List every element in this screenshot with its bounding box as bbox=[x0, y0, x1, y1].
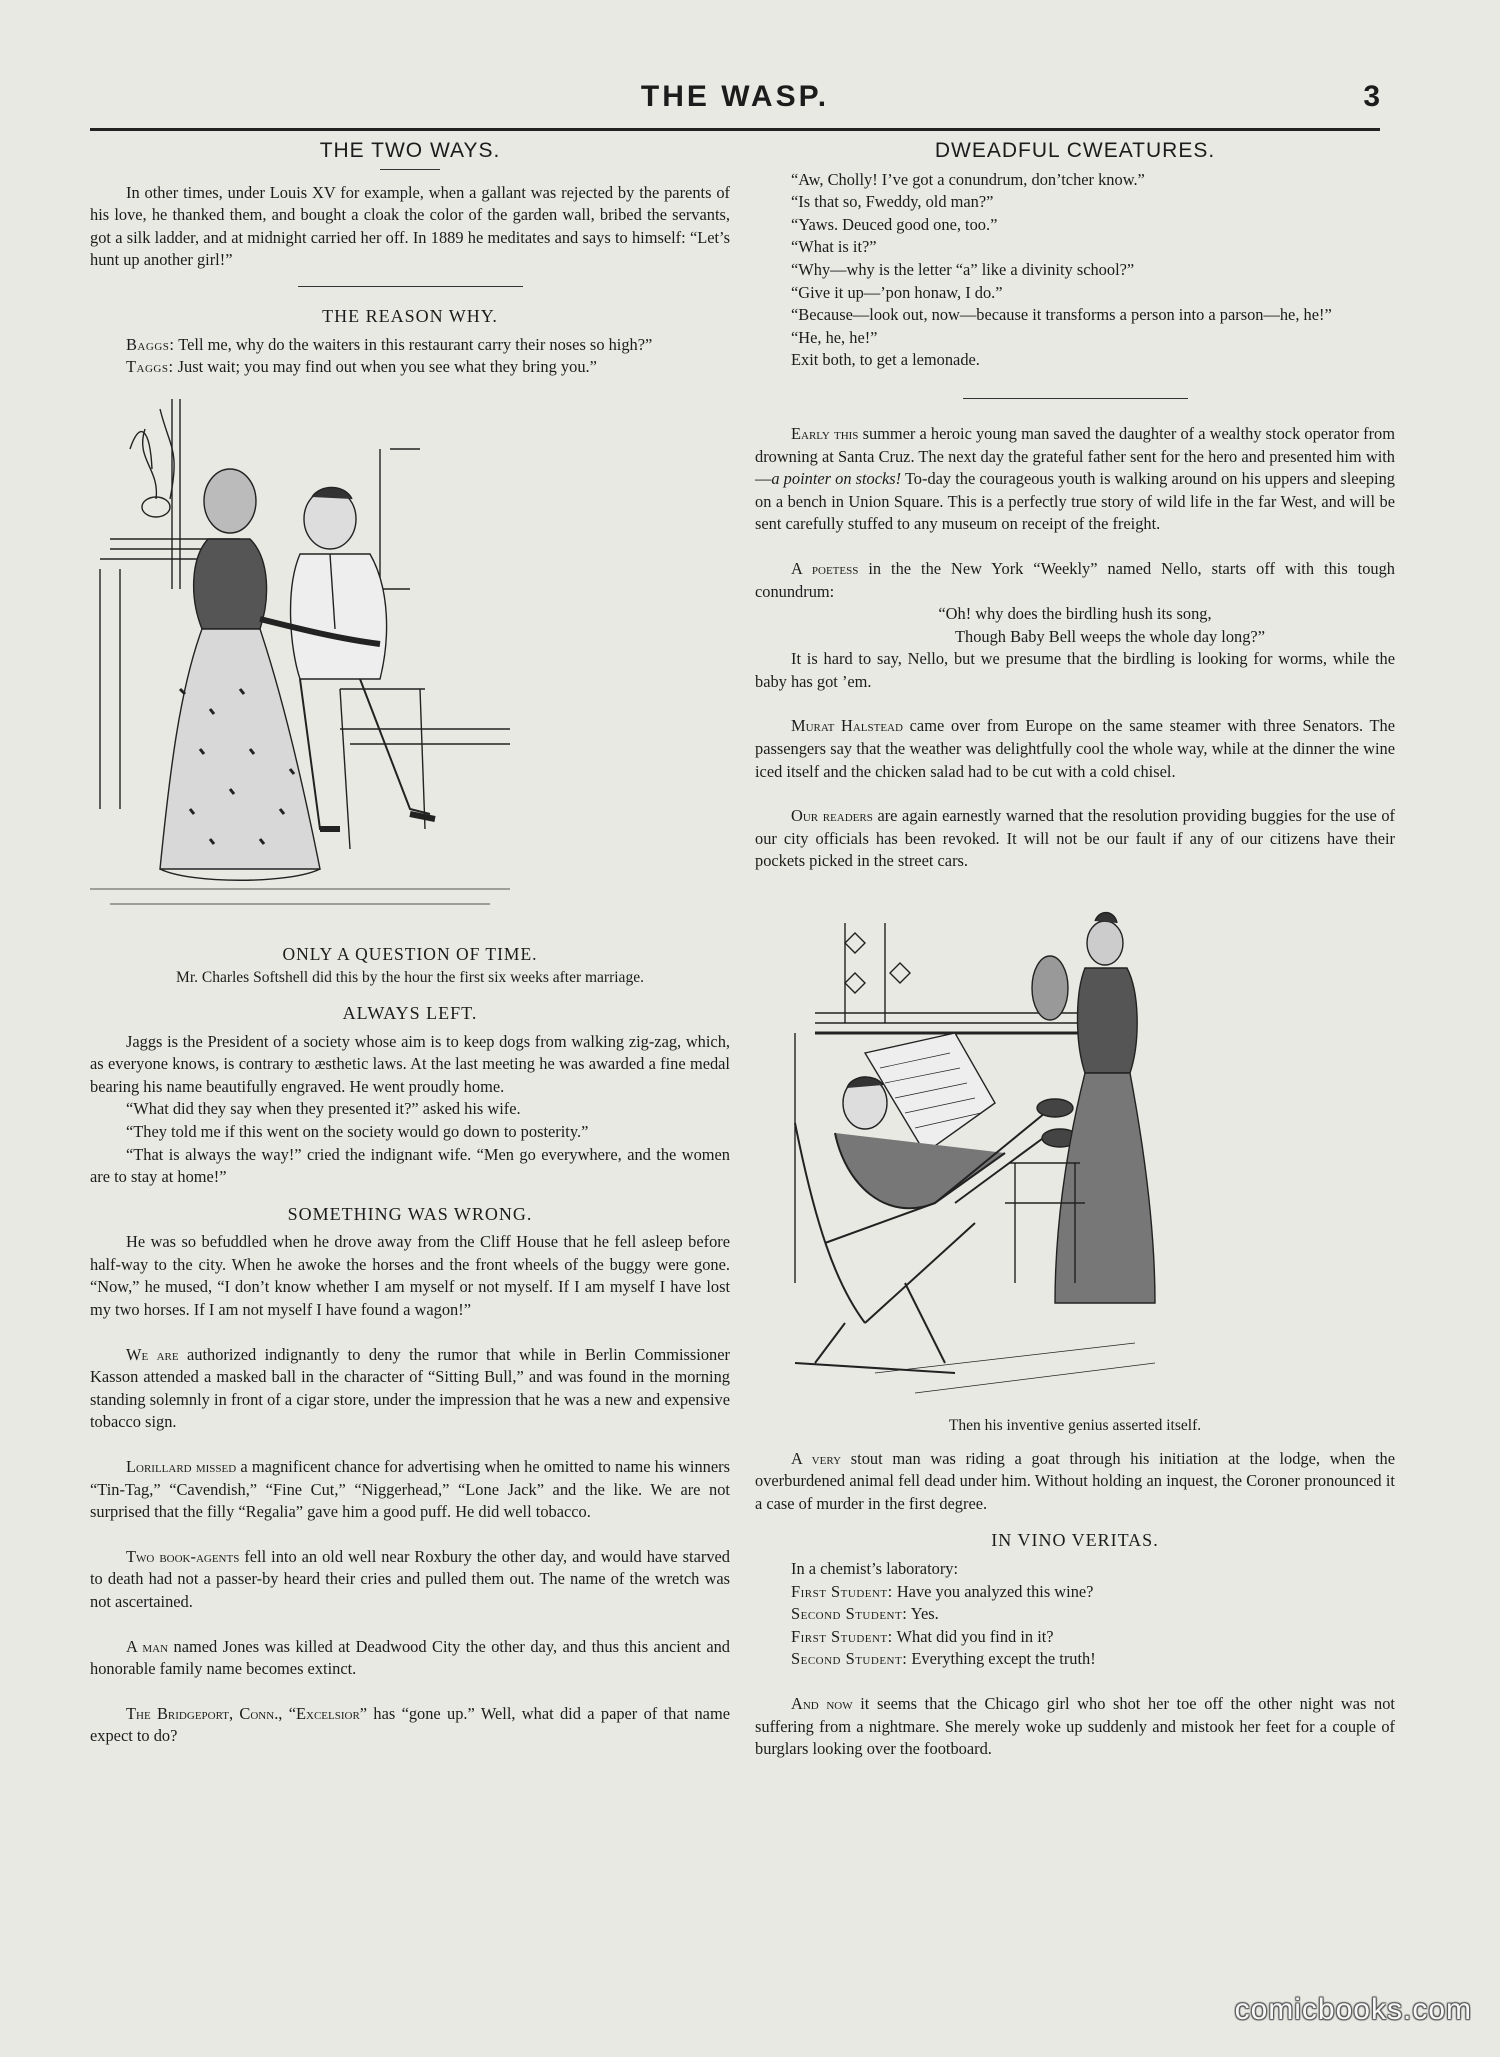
dialogue-line bbox=[90, 334, 730, 357]
lead-in: Two book-agents bbox=[126, 1546, 240, 1566]
dialogue-line: Exit both, to get a lemonade. bbox=[791, 350, 980, 370]
article-goat bbox=[755, 1448, 1395, 1516]
dialogue-text: What did you find in it? bbox=[896, 1626, 1054, 1646]
lead-in: Our readers bbox=[791, 806, 873, 826]
article-two-ways: In other times, under Louis XV for example, when a gallant was rejected by the parents of his love, he thanked them, and bought a cloak the color of the garden wall, bribed the servants, got a silk ladder, and at midnight carried her off. In 1889 he meditates and says to himself: “Let’s hunt up another girl!” bbox=[90, 182, 730, 270]
paragraph: He was so befuddled when he drove away from the Cliff House that he fell asleep before half-way to the city. When he awoke the horses and the front wheels of the buggy were gone. “Now,” he mused, “I don’t know whether I am myself or not myself. If I am myself I have lost my two horses. If I am not myself I have found a wagon!” bbox=[90, 1232, 730, 1320]
heading-underline bbox=[380, 169, 440, 170]
lead-in: Murat Halstead bbox=[791, 716, 903, 736]
page-number: 3 bbox=[1363, 80, 1380, 113]
dialogue-line: “Yaws. Deuced good one, too.” bbox=[791, 214, 998, 234]
dialogue-line: “Why—why is the letter “a” like a divinity school?” bbox=[791, 259, 1135, 279]
dialogue-text: Yes. bbox=[910, 1604, 939, 1624]
article-text: a magnificent chance for advertising when he omitted to name his winners “Tin-Tag,” “Cavendish,” “Fine Cut,” “Niggerhead,” “Lone Jack” and the like. We are not surprised that the filly “Regalia” gave him a good puff. He did well tobacco. bbox=[90, 1457, 730, 1522]
lead-in: The Bridgeport, Conn., “Excelsior” bbox=[126, 1703, 368, 1723]
article-text: it seems that the Chicago girl who shot her toe off the other night was not suffering from a nightmare. She merely woke up suddenly and mistook her feet for a couple of burglars looking over the footboard. bbox=[755, 1693, 1395, 1759]
article-poetess bbox=[755, 558, 1395, 603]
article-readers bbox=[755, 805, 1395, 873]
illustration1-title: ONLY A QUESTION OF TIME. bbox=[282, 944, 538, 965]
dialogue-text: Tell me, why do the waiters in this restaurant carry their noses so high?” bbox=[178, 334, 653, 354]
speaker-label: Taggs: bbox=[126, 357, 174, 377]
right-column bbox=[755, 140, 1395, 1761]
article-book-agents bbox=[90, 1546, 730, 1614]
speaker-label: First Student: bbox=[791, 1626, 893, 1646]
reading-man-illustration bbox=[755, 903, 1175, 1403]
lead-in: We are bbox=[126, 1344, 179, 1364]
article-text: are again earnestly warned that the resolution providing buggies for the use of our city officials has been revoked. It will not be our fault if any of our citizens have their pockets picked in the street cars. bbox=[755, 806, 1395, 871]
lead-in: A very bbox=[791, 1448, 842, 1468]
dialogue-line: “Give it up—’pon honaw, I do.” bbox=[791, 282, 1003, 302]
paragraph: Jaggs is the President of a society whose aim is to keep dogs from walking zig-zag, which, as everyone knows, is contrary to æsthetic laws. At the last meeting he was awarded a fine medal bearing his name beautifully engraved. He went proudly home. bbox=[90, 1031, 730, 1096]
speaker-label: Baggs: bbox=[126, 334, 175, 354]
masthead-title: THE WASP. bbox=[640, 80, 830, 113]
heading-something-wrong: SOMETHING WAS WRONG. bbox=[287, 1203, 533, 1224]
paragraph: “They told me if this went on the society would go down to posterity.” bbox=[126, 1121, 589, 1141]
article-lorillard bbox=[90, 1456, 730, 1524]
lead-in: And now bbox=[791, 1693, 853, 1713]
heading-reason-why: THE REASON WHY. bbox=[322, 305, 498, 326]
lead-in: Lorillard missed bbox=[126, 1457, 237, 1477]
verse-line: “Oh! why does the birdling hush its song, bbox=[938, 604, 1212, 624]
article-text: named Jones was killed at Deadwood City the other day, and thus this ancient and honorable family name becomes extinct. bbox=[90, 1636, 730, 1679]
dialogue-text: Have you analyzed this wine? bbox=[896, 1581, 1094, 1601]
heading-always-left: ALWAYS LEFT. bbox=[342, 1002, 478, 1023]
article-text: To-day the courageous youth is walking around on his uppers and sleeping on a bench in Union Square. This is a perfectly true story of wild life in the far West, and will be sent carefully stuffed to any museum on receipt of the freight. bbox=[755, 469, 1395, 534]
dialogue-line bbox=[755, 1581, 1395, 1604]
lead-in: Early this bbox=[791, 423, 859, 443]
dialogue-line bbox=[90, 356, 730, 379]
dialogue-line: “Aw, Cholly! I’ve got a conundrum, don’tcher know.” bbox=[791, 169, 1145, 189]
watermark: comicbooks.com bbox=[1234, 1993, 1472, 2026]
couple-illustration bbox=[90, 389, 510, 929]
article-text: in the the New York “Weekly” named Nello, starts off with this tough conundrum: bbox=[755, 558, 1395, 601]
dweadful-dialogue bbox=[755, 169, 1395, 372]
article-text: has “gone up.” Well, what did a paper of that name expect to do? bbox=[90, 1703, 730, 1746]
separator-rule bbox=[963, 398, 1188, 399]
left-column bbox=[90, 140, 730, 1748]
dialogue-intro: In a chemist’s laboratory: bbox=[791, 1559, 959, 1578]
article-kasson bbox=[90, 1344, 730, 1434]
paragraph: “That is always the way!” cried the indignant wife. “Men go everywhere, and the women are to stay at home!” bbox=[90, 1144, 730, 1187]
article-text: stout man was riding a goat through his initiation at the lodge, when the overburdened animal fell dead under him. Without holding an inquest, the Coroner pronounced it a case of murder in the first degree. bbox=[755, 1448, 1395, 1513]
verse-line: Though Baby Bell weeps the whole day long?” bbox=[955, 626, 1265, 646]
paragraph: It is hard to say, Nello, but we presume that the birdling is looking for worms, while the baby has got ’em. bbox=[755, 649, 1395, 691]
speaker-label: Second Student: bbox=[791, 1604, 908, 1624]
separator-rule bbox=[298, 286, 523, 287]
heading-dweadful: DWEADFUL CWEATURES. bbox=[934, 139, 1216, 162]
dialogue-line: “Because—look out, now—because it transforms a person into a parson—he, he!” bbox=[791, 305, 1332, 325]
article-text: authorized indignantly to deny the rumor that while in Berlin Commissioner Kasson attended a masked ball in the character of “Sitting Bull,” and was found in the morning standing solemnly in front of a cigar store, under the impression that he was a new and expensive tobacco sign. bbox=[90, 1344, 730, 1432]
dialogue-text: Everything except the truth! bbox=[911, 1649, 1096, 1669]
paragraph: “What did they say when they presented it?” asked his wife. bbox=[126, 1099, 521, 1119]
dialogue-line bbox=[755, 1648, 1395, 1671]
article-text: summer a heroic young man saved the daughter of a wealthy stock operator from drowning at Santa Cruz. The next day the grateful father sent for the hero and presented him with— bbox=[755, 423, 1395, 489]
italic-phrase: a pointer on stocks! bbox=[771, 469, 902, 489]
dialogue-line bbox=[755, 1626, 1395, 1649]
lead-in: A poetess bbox=[791, 558, 859, 578]
illustration2-caption: Then his inventive genius asserted itself. bbox=[948, 1416, 1202, 1434]
dialogue-line: “He, he, he!” bbox=[791, 327, 878, 347]
dialogue-line: “Is that so, Fweddy, old man?” bbox=[791, 192, 994, 212]
speaker-label: Second Student: bbox=[791, 1649, 908, 1669]
heading-two-ways: THE TWO WAYS. bbox=[319, 139, 501, 162]
speaker-label: First Student: bbox=[791, 1581, 893, 1601]
article-text: fell into an old well near Roxbury the other day, and would have starved to death had not a passer-by heard their cries and pulled them out. The name of the wretch was not ascertained. bbox=[90, 1546, 730, 1611]
article-santa-cruz bbox=[755, 423, 1395, 536]
masthead bbox=[90, 80, 1380, 128]
article-halstead bbox=[755, 715, 1395, 783]
article-jones bbox=[90, 1636, 730, 1681]
dialogue-line bbox=[755, 1603, 1395, 1626]
dialogue-line: “What is it?” bbox=[791, 237, 877, 257]
illustration1-caption: Mr. Charles Softshell did this by the hour the first six weeks after marriage. bbox=[176, 968, 644, 986]
lead-in: A man bbox=[126, 1636, 169, 1656]
article-text: came over from Europe on the same steamer with three Senators. The passengers say that the weather was delightfully cool the whole way, while at the dinner the wine iced itself and the chicken salad had to be cut with a cold chisel. bbox=[755, 716, 1395, 781]
heading-in-vino-veritas: IN VINO VERITAS. bbox=[991, 1530, 1159, 1551]
masthead-rule bbox=[90, 128, 1380, 131]
dialogue-text: Just wait; you may find out when you see what they bring you.” bbox=[177, 357, 597, 377]
article-bridgeport bbox=[90, 1703, 730, 1748]
article-chicago bbox=[755, 1693, 1395, 1761]
